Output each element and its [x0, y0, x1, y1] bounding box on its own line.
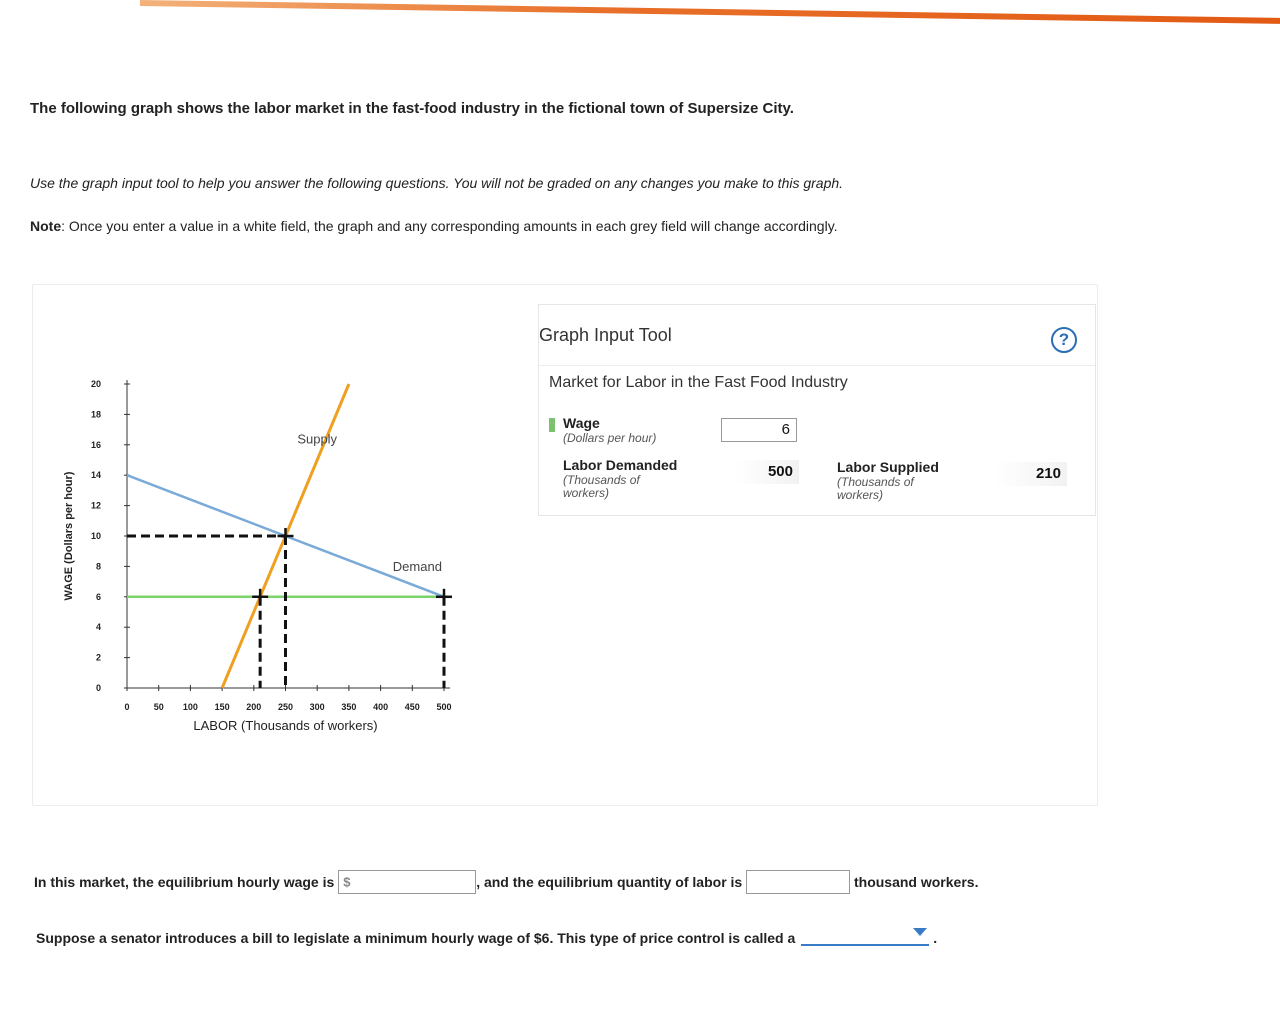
wage-label: Wage: [563, 415, 600, 431]
labor-demanded-label: Labor Demanded: [563, 457, 678, 473]
x-tick-label: 350: [341, 702, 357, 712]
y-tick-label: 12: [90, 500, 101, 511]
x-tick-label: 450: [404, 702, 420, 712]
wage-color-marker: [549, 418, 555, 432]
note-body: : Once you enter a value in a white field, the graph and any corresponding amounts in each grey field will change accordingly.: [61, 218, 838, 234]
y-axis-label: WAGE (Dollars per hour): [63, 471, 75, 601]
labor-demanded-unit: (Thousands of workers): [563, 473, 640, 500]
labor-market-chart[interactable]: [50, 370, 470, 750]
y-tick-label: 8: [95, 561, 101, 572]
x-tick-label: 100: [182, 702, 198, 712]
wage-unit: (Dollars per hour): [563, 431, 657, 445]
y-tick-label: 14: [90, 470, 101, 481]
q1-text-c: thousand workers.: [853, 874, 979, 890]
q1-text-b: , and the equilibrium quantity of labor is: [476, 874, 743, 890]
x-axis-label: LABOR (Thousands of workers): [193, 718, 378, 733]
labor-supplied-unit: (Thousands of workers): [837, 475, 914, 502]
intro-text: The following graph shows the labor market in the fast-food industry in the fictional town of Supersize City.: [30, 100, 794, 117]
help-icon[interactable]: ?: [1051, 327, 1077, 353]
note-label: Note: [30, 218, 62, 234]
x-tick-label: 250: [277, 702, 294, 712]
x-tick-label: 400: [373, 702, 389, 712]
note-text: [30, 218, 838, 234]
y-tick-label: 6: [95, 591, 101, 602]
x-tick-label: 150: [214, 702, 230, 712]
tool-title: Graph Input Tool: [539, 325, 672, 345]
y-tick-label: 20: [90, 379, 101, 389]
question-equilibrium: [34, 870, 978, 894]
y-tick-label: 16: [90, 439, 101, 450]
instructions-text: Use the graph input tool to help you answer the following questions. You will not be graded on any changes you make to this graph.: [30, 175, 844, 191]
market-title: Market for Labor in the Fast Food Industry: [549, 374, 848, 391]
x-tick-label: 50: [153, 702, 164, 712]
demand-label: Demand: [392, 558, 442, 574]
wage-input[interactable]: 6: [721, 418, 797, 442]
x-tick-label: 0: [124, 702, 130, 712]
q1-text-a: In this market, the equilibrium hourly wage is: [34, 874, 335, 890]
y-tick-label: 0: [95, 683, 101, 693]
y-tick-label: 10: [90, 531, 101, 541]
y-tick-label: 2: [95, 652, 101, 663]
question-price-control: [36, 926, 937, 946]
y-tick-label: 18: [90, 409, 101, 420]
labor-demanded-value: 500: [735, 460, 799, 484]
graph-input-tool: [538, 304, 1096, 516]
supply-label: Supply: [297, 431, 338, 447]
chevron-down-icon[interactable]: [913, 928, 927, 936]
q2-text: Suppose a senator introduces a bill to legislate a minimum hourly wage of $6. This type of price control is called a: [36, 930, 796, 946]
x-tick-label: 300: [309, 702, 325, 712]
equilibrium-quantity-input[interactable]: [746, 870, 850, 894]
equilibrium-wage-input[interactable]: [338, 870, 476, 894]
y-tick-label: 4: [95, 622, 101, 633]
labor-supplied-label: Labor Supplied: [837, 459, 939, 475]
x-tick-label: 200: [246, 702, 262, 712]
top-accent-bar: [140, 0, 1280, 24]
x-tick-label: 500: [436, 702, 452, 712]
labor-supplied-value: 210: [995, 462, 1067, 486]
tool-body: [539, 365, 1095, 516]
price-control-dropdown[interactable]: [801, 926, 929, 946]
currency-symbol: $: [343, 874, 351, 890]
q2-end: .: [933, 930, 938, 946]
